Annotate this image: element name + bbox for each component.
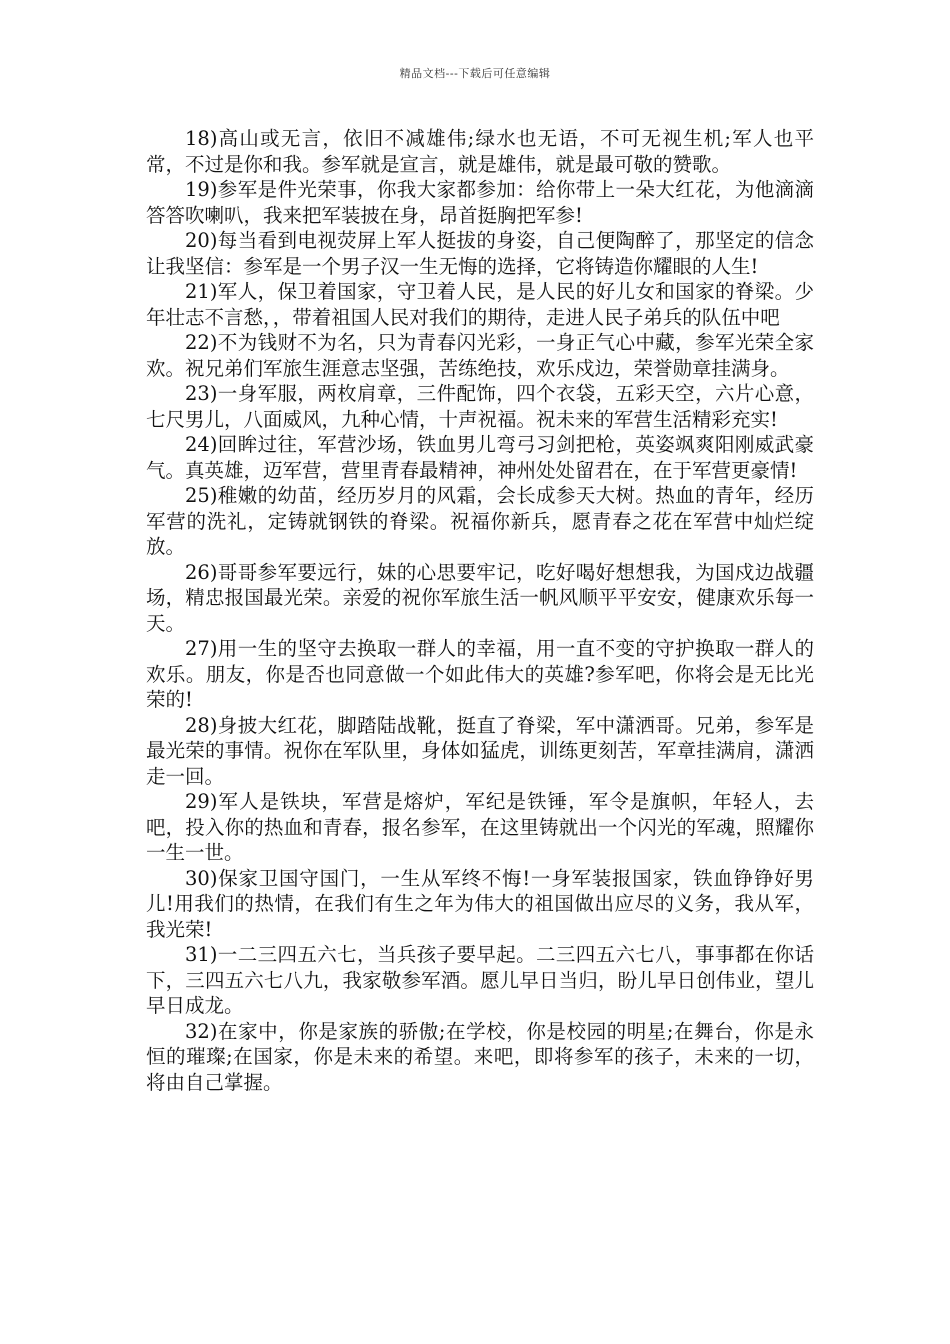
paragraph-26: 26)哥哥参军要远行，妹的心思要牢记，吃好喝好想想我，为国戍边战疆场，精忠报国最光荣。亲爱的祝你军旅生活一帆风顺平平安安，健康欢乐每一天。 bbox=[146, 560, 814, 635]
paragraph-21: 21)军人，保卫着国家，守卫着人民，是人民的好儿女和国家的脊梁。少年壮志不言愁，，带着祖国人民对我们的期待，走进人民子弟兵的队伍中吧 bbox=[146, 280, 814, 329]
paragraph-25: 25)稚嫩的幼苗，经历岁月的风霜，会长成参天大树。热血的青年，经历军营的洗礼，定铸就钢铁的脊梁。祝福你新兵，愿青春之花在军营中灿烂绽放。 bbox=[146, 484, 814, 558]
paragraph-27: 27)用一生的坚守去换取一群人的幸福，用一直不变的守护换取一群人的欢乐。朋友，你是否也同意做一个如此伟大的英雄?参军吧，你将会是无比光荣的! bbox=[146, 637, 814, 711]
paragraph-20: 20)每当看到电视荧屏上军人挺拔的身姿，自己便陶醉了，那坚定的信念让我坚信：参军是一个男子汉一生无悔的选择，它将铸造你耀眼的人生! bbox=[146, 229, 814, 278]
paragraph-19: 19)参军是件光荣事，你我大家都参加：给你带上一朵大红花，为他滴滴答答吹喇叭，我来把军装披在身，昂首挺胸把军参! bbox=[146, 178, 814, 227]
paragraph-31: 31)一二三四五六七，当兵孩子要早起。二三四五六七八，事事都在你话下，三四五六七八九，我家敬参军酒。愿儿早日当归，盼儿早日创伟业，望儿早日成龙。 bbox=[146, 943, 814, 1017]
paragraph-23: 23)一身军服，两枚肩章，三件配饰，四个衣袋，五彩天空，六片心意，七尺男儿，八面威风，九种心情，十声祝福。祝未来的军营生活精彩充实! bbox=[146, 382, 814, 431]
paragraph-28: 28)身披大红花，脚踏陆战靴，挺直了脊梁，军中潇洒哥。兄弟，参军是最光荣的事情。祝你在军队里，身体如猛虎，训练更刻苦，军章挂满肩，潇洒走一回。 bbox=[146, 713, 814, 788]
paragraph-18: 18)高山或无言，依旧不减雄伟;绿水也无语，不可无视生机;军人也平常，不过是你和我。参军就是宣言，就是雄伟，就是最可敬的赞歌。 bbox=[146, 127, 814, 176]
document-body bbox=[146, 126, 814, 1095]
paragraph-24: 24)回眸过往，军营沙场，铁血男儿弯弓习剑把枪，英姿飒爽阳刚威武豪气。真英雄，迈军营，营里青春最精神，神州处处留君在，在于军营更豪情! bbox=[146, 433, 814, 482]
paragraph-30: 30)保家卫国守国门，一生从军终不悔!一身军装报国家，铁血铮铮好男儿!用我们的热情，在我们有生之年为伟大的祖国做出应尽的义务，我从军，我光荣! bbox=[146, 866, 814, 941]
paragraph-22: 22)不为钱财不为名，只为青春闪光彩，一身正气心中藏，参军光荣全家欢。祝兄弟们军旅生涯意志坚强，苦练绝技，欢乐戍边，荣誉勋章挂满身。 bbox=[146, 331, 814, 380]
paragraph-32: 32)在家中，你是家族的骄傲;在学校，你是校园的明星;在舞台，你是永恒的璀璨;在国家，你是未来的希望。来吧，即将参军的孩子，未来的一切，将由自己掌握。 bbox=[146, 1019, 814, 1094]
paragraph-29: 29)军人是铁块，军营是熔炉，军纪是铁锤，军令是旗帜，年轻人，去吧，投入你的热血和青春，报名参军，在这里铸就出一个闪光的军魂，照耀你一生一世。 bbox=[146, 790, 814, 864]
page-header: 精品文档---下载后可任意编辑 bbox=[399, 67, 551, 80]
